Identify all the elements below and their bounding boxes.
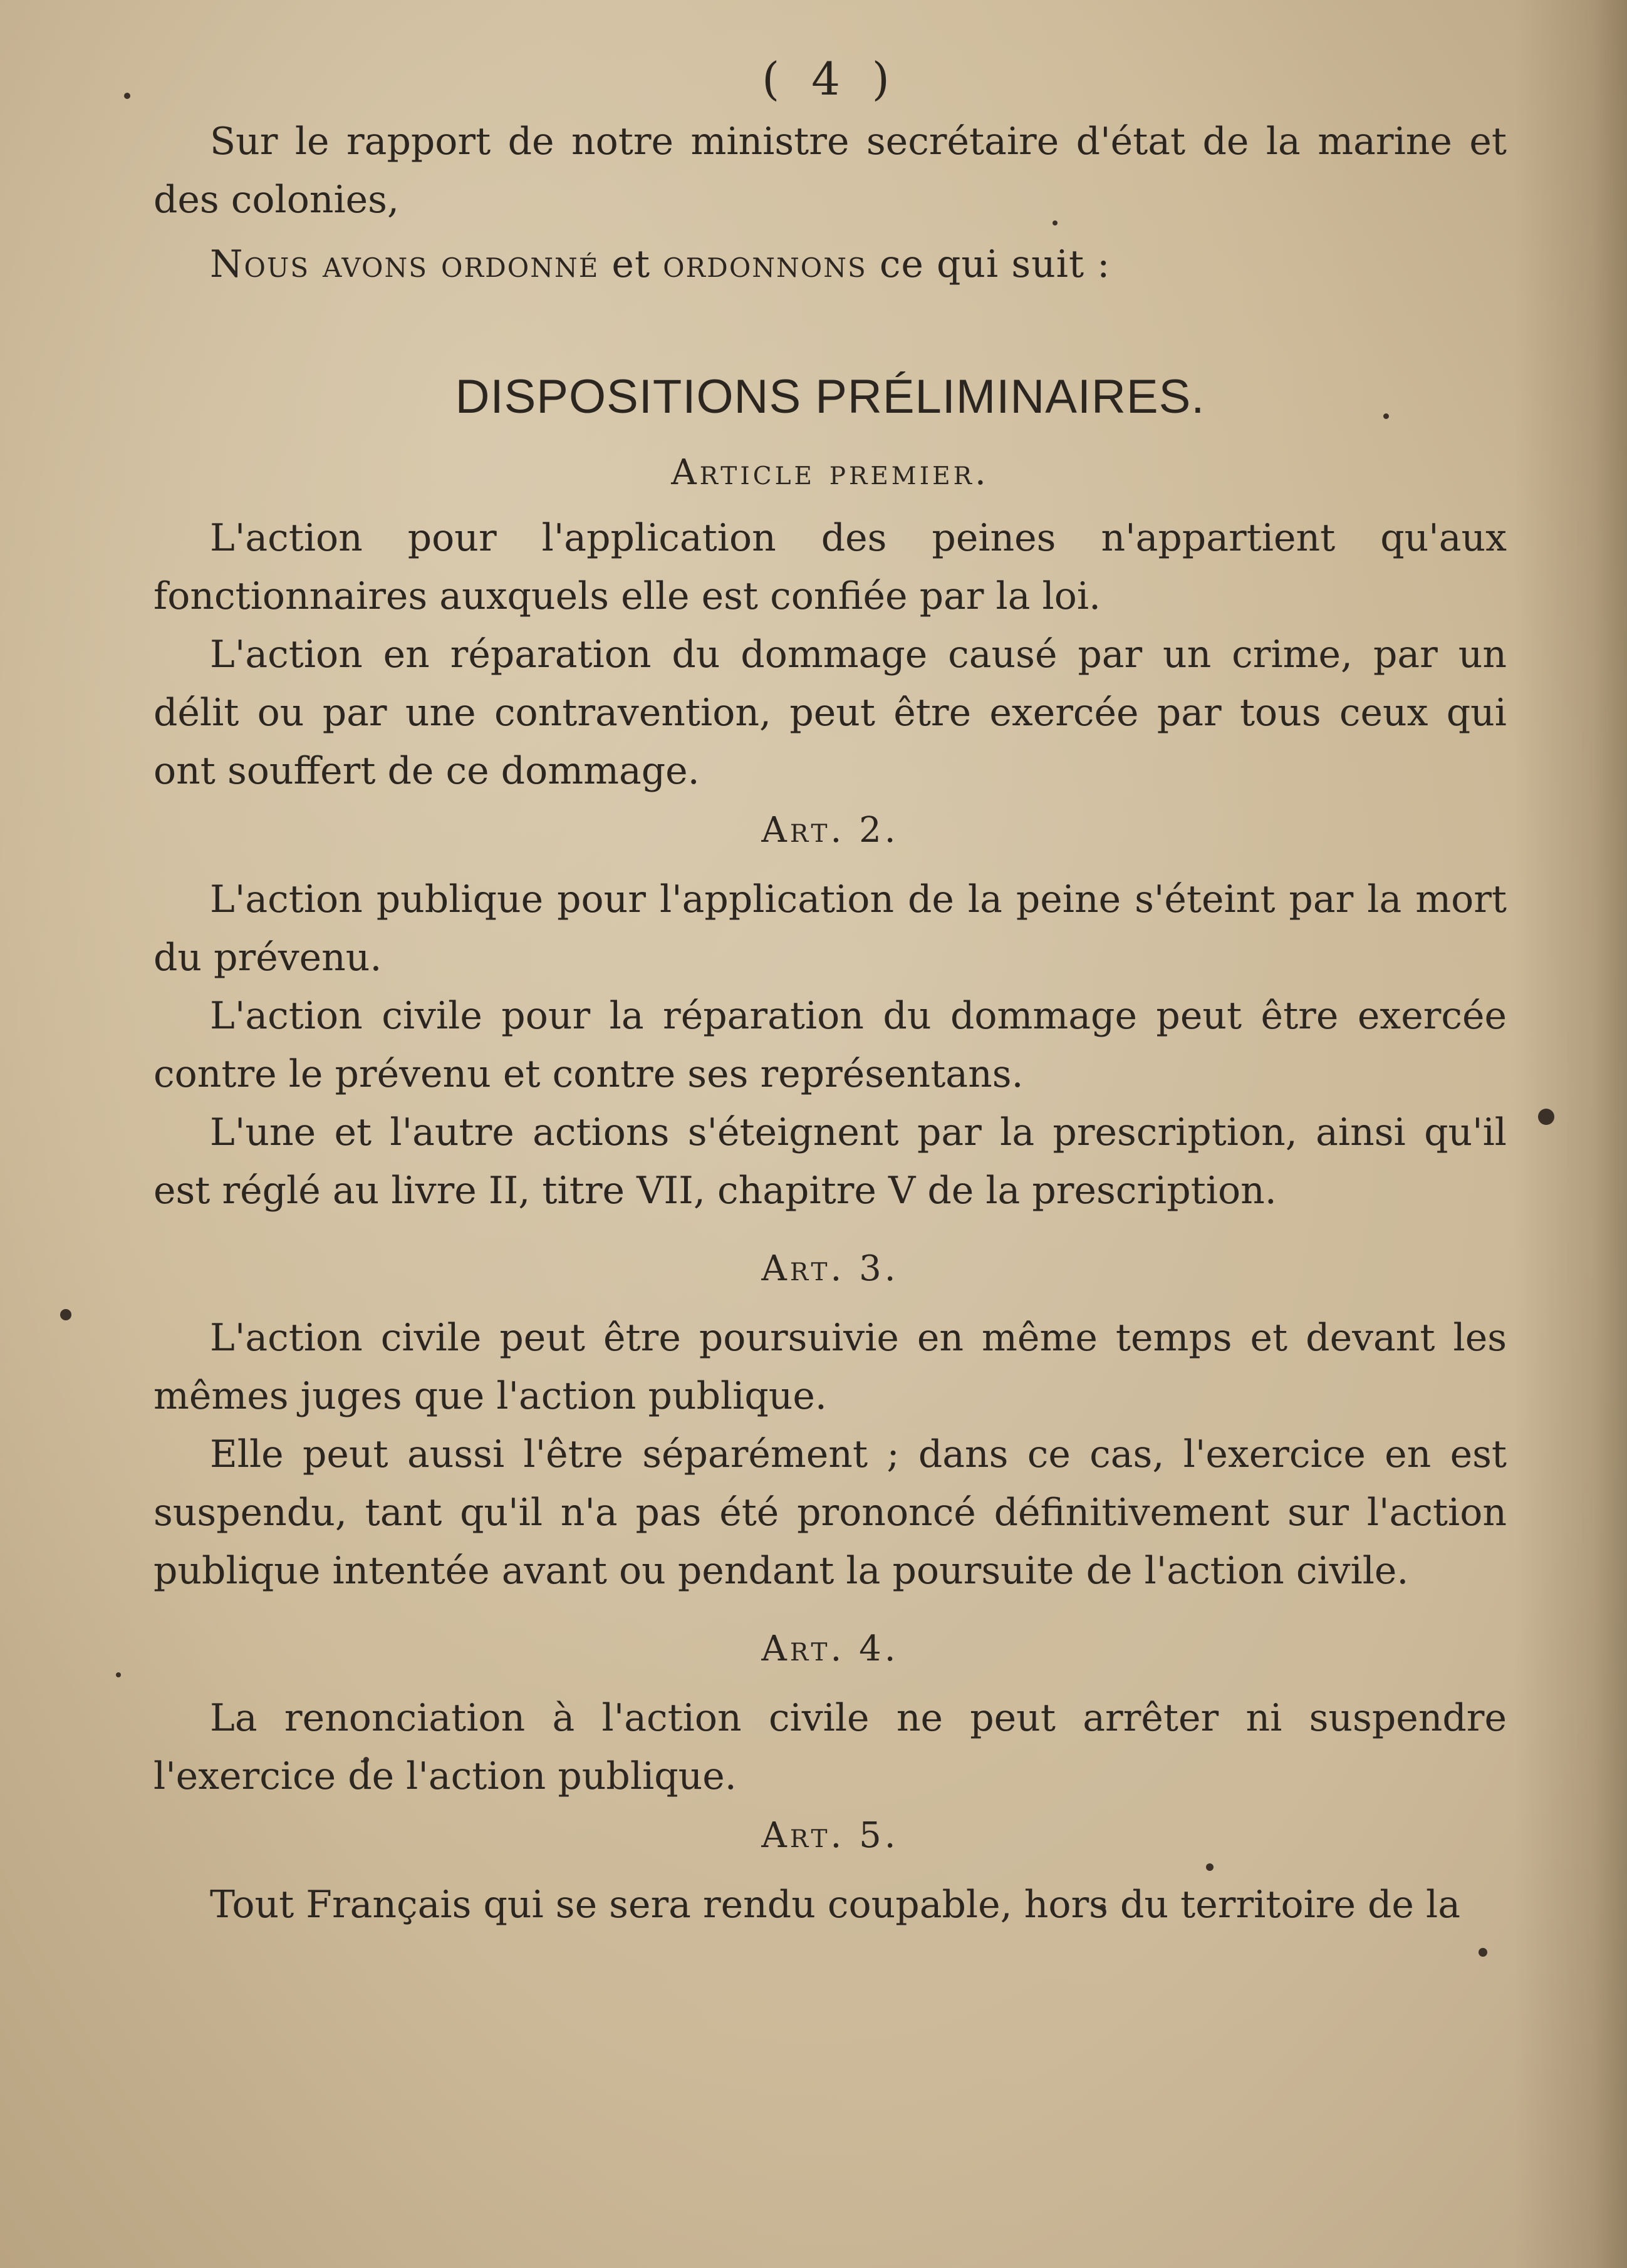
article-paragraph: Tout Français qui se sera rendu coupable, hors du territoire de la (210, 1883, 1460, 1927)
page-edge-shadow (1514, 0, 1627, 2268)
article-paragraph: L'action civile pour la réparation du dommage peut être exercée contre le prévenu et contre ses représentans. (153, 994, 1507, 1096)
article-paragraph: La renonciation à l'action civile ne peut arrêter ni suspendre l'exercice de l'action publique. (153, 1696, 1507, 1798)
text-block (153, 50, 1507, 1934)
article-heading: Article premier. (671, 452, 989, 493)
paper-speck (1479, 1948, 1487, 1957)
paper-speck (124, 93, 130, 99)
article-paragraph: L'action en réparation du dommage causé par un crime, par un délit ou par une contravention, peut être exercée par tous ceux qui ont souffert de ce dommage. (153, 633, 1507, 793)
paper-speck (116, 1672, 121, 1677)
decree-caps-2: ordonnons (663, 242, 867, 286)
article-paragraph: Elle peut aussi l'être séparément ; dans ce cas, l'exercice en est suspendu, tant qu'il n'a pas été prononcé définitivement sur l'action publique intentée avant ou pendant la poursuite de l'action civile. (153, 1432, 1507, 1593)
preamble-report: Sur le rapport de notre ministre secrétaire d'état de la marine et des colonies, (153, 120, 1507, 222)
article-heading: Art. 2. (761, 810, 899, 851)
section-title: DISPOSITIONS PRÉLIMINAIRES. (455, 370, 1205, 423)
page-number: ( 4 ) (762, 53, 898, 105)
article-heading: Art. 5. (761, 1815, 899, 1856)
decree-and: et (599, 242, 663, 286)
article-paragraph: L'action civile peut être poursuivie en même temps et devant les mêmes juges que l'action publique. (153, 1316, 1507, 1418)
paper-speck (1538, 1109, 1554, 1125)
preamble-decree (153, 236, 1507, 294)
article-paragraph: L'action publique pour l'application de la peine s'éteint par la mort du prévenu. (153, 878, 1507, 980)
article-paragraph: L'une et l'autre actions s'éteignent par la prescription, ainsi qu'il est réglé au livre II, titre VII, chapitre V de la prescription. (153, 1111, 1507, 1213)
article-heading: Art. 3. (761, 1248, 899, 1289)
article-paragraph: L'action pour l'application des peines n'appartient qu'aux fonctionnaires auxquels elle est confiée par la loi. (153, 516, 1507, 618)
paper-speck (60, 1309, 71, 1320)
decree-tail: ce qui suit : (866, 242, 1111, 286)
article-heading: Art. 4. (761, 1629, 899, 1669)
decree-caps-1: Nous avons ordonné (210, 242, 600, 286)
